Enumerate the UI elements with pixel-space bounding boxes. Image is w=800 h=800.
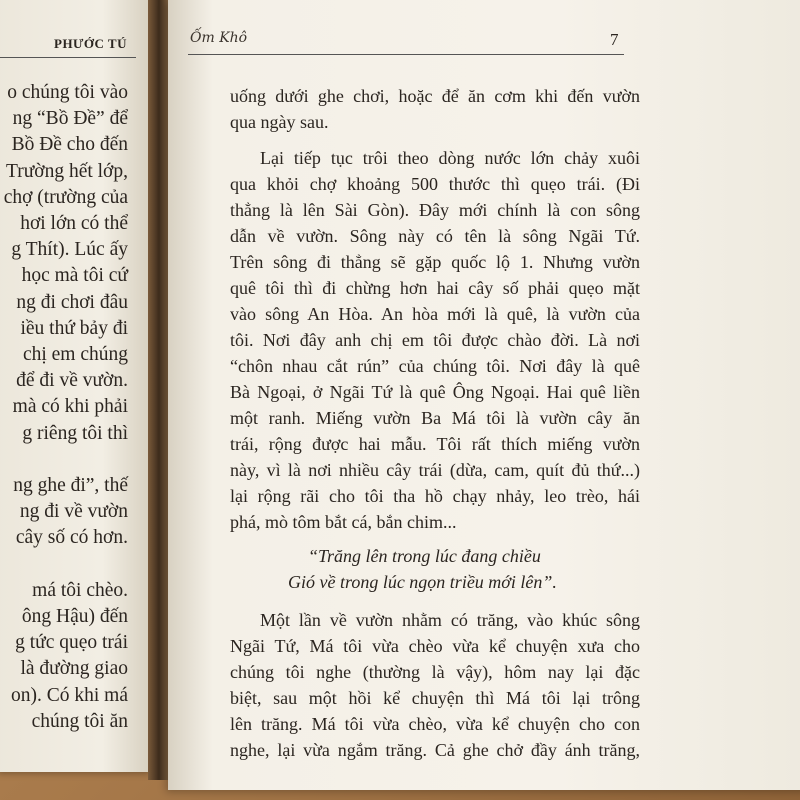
text-line: g tức quẹo trái [15, 632, 128, 654]
text-line: g riêng tôi thì [22, 422, 128, 444]
text-line: on). Có khi má [11, 684, 128, 706]
text-line: phá, mò tôm bắt cá, bắn chim... [230, 512, 457, 532]
text-line: chúng tôi nghe (thường là vậy), hôm nay lại đặc [230, 662, 640, 682]
text-line: ông Hậu) đến [21, 606, 128, 627]
text-line: một ranh. Miếng vườn Ba Má tôi là vườn cây ăn [230, 408, 640, 428]
text-line: cây số có hơn. [15, 527, 128, 549]
header-rule [188, 54, 624, 55]
verse-line: Gió về trong lúc ngọn triều mới lên”. [288, 572, 557, 592]
verse-line: “Trăng lên trong lúc đang chiều [308, 546, 541, 566]
text-line: ng ghe đi”, thế [13, 475, 128, 496]
text-line: nghe, lại vừa ngắm trăng. Cả ghe chở đầy ánh trăng, [230, 740, 640, 760]
text-line: qua ngày sau. [230, 112, 329, 132]
text-line: Bà Ngoại, ở Ngãi Tứ là quê Ông Ngoại. Hai quê liền [230, 382, 640, 402]
text-line: hơi lớn có thể [20, 213, 128, 234]
text-line: mà có khi phải [12, 396, 128, 418]
text-line: Trên sông đi thẳng sẽ gặp quốc lộ 1. Nhưng vườn [230, 252, 640, 272]
text-line: học mà tôi cứ [21, 265, 128, 287]
text-line: Bồ Đề cho đến [11, 134, 128, 156]
text-line: để đi về vườn. [16, 370, 128, 392]
text-line: Một lần về vườn nhằm có trăng, vào khúc sông [260, 610, 640, 630]
text-line: vào sông An Hòa. An hòa mới là quê, là vườn của [230, 304, 640, 324]
text-line: Trường hết lớp, [5, 160, 128, 182]
text-line: lên trăng. Má tôi vừa chèo, vừa kể chuyện cho con [230, 714, 640, 734]
text-line: ng “Bồ Đề” để [12, 108, 128, 130]
header-rule [0, 57, 136, 58]
text-line: chị em chúng [22, 344, 128, 365]
left-page [0, 0, 148, 772]
running-head-author: PHƯỚC TÚ [54, 36, 127, 51]
text-line: qua khỏi chợ khoảng 500 thước thì quẹo trái. (Đi [230, 174, 640, 194]
page-number: 7 [610, 30, 619, 49]
right-page [168, 0, 800, 790]
text-line: thẳng là lên Sài Gòn). Đây mới chính là con sông [230, 200, 640, 220]
text-line: ng đi chơi đâu [16, 291, 128, 313]
text-line: lại rộng rãi cho tôi tha hồ chạy nhảy, leo trèo, hái [230, 486, 640, 506]
text-line: chúng tôi ăn [31, 710, 128, 732]
text-line: chợ (trường của [3, 186, 128, 208]
book-gutter [148, 0, 170, 780]
text-line: biệt, sau một hồi kể chuyện thì Má tôi lại trông [230, 688, 640, 708]
text-line: iều thứ bảy đi [20, 317, 128, 339]
text-line: tôi. Nơi đây anh chị em tôi được chào đời. Là nơi [230, 330, 640, 350]
text-line: o chúng tôi vào [7, 82, 128, 103]
text-line: là đường giao [20, 658, 128, 680]
text-line: ng đi về vườn [19, 501, 128, 523]
text-line: quê tôi thì đi chừng hơn hai cây số phải quẹo mặt [230, 278, 640, 298]
text-line: Lại tiếp tục trôi theo dòng nước lớn chảy xuôi [260, 148, 640, 168]
text-line: này, vì là nơi nhiều cây trái (dừa, cam, quít đủ thứ...) [230, 460, 640, 480]
text-line: trái, rộng được hai mẫu. Tôi rất thích miếng vườn [230, 434, 640, 454]
text-line: uống dưới ghe chơi, hoặc để ăn cơm khi đến vườn [230, 86, 640, 106]
text-line: “chôn nhau cắt rún” của chúng tôi. Nơi đây là quê [230, 356, 640, 376]
text-line: g Thít). Lúc ấy [11, 239, 128, 261]
text-line: dẫn về vườn. Sông này có tên là sông Ngãi Tứ. [230, 226, 640, 246]
running-head-script: Ốm Khô [190, 30, 248, 46]
text-line: má tôi chèo. [32, 579, 128, 601]
text-line: Ngãi Tứ, Má tôi vừa chèo vừa kể chuyện xưa cho [230, 636, 640, 656]
